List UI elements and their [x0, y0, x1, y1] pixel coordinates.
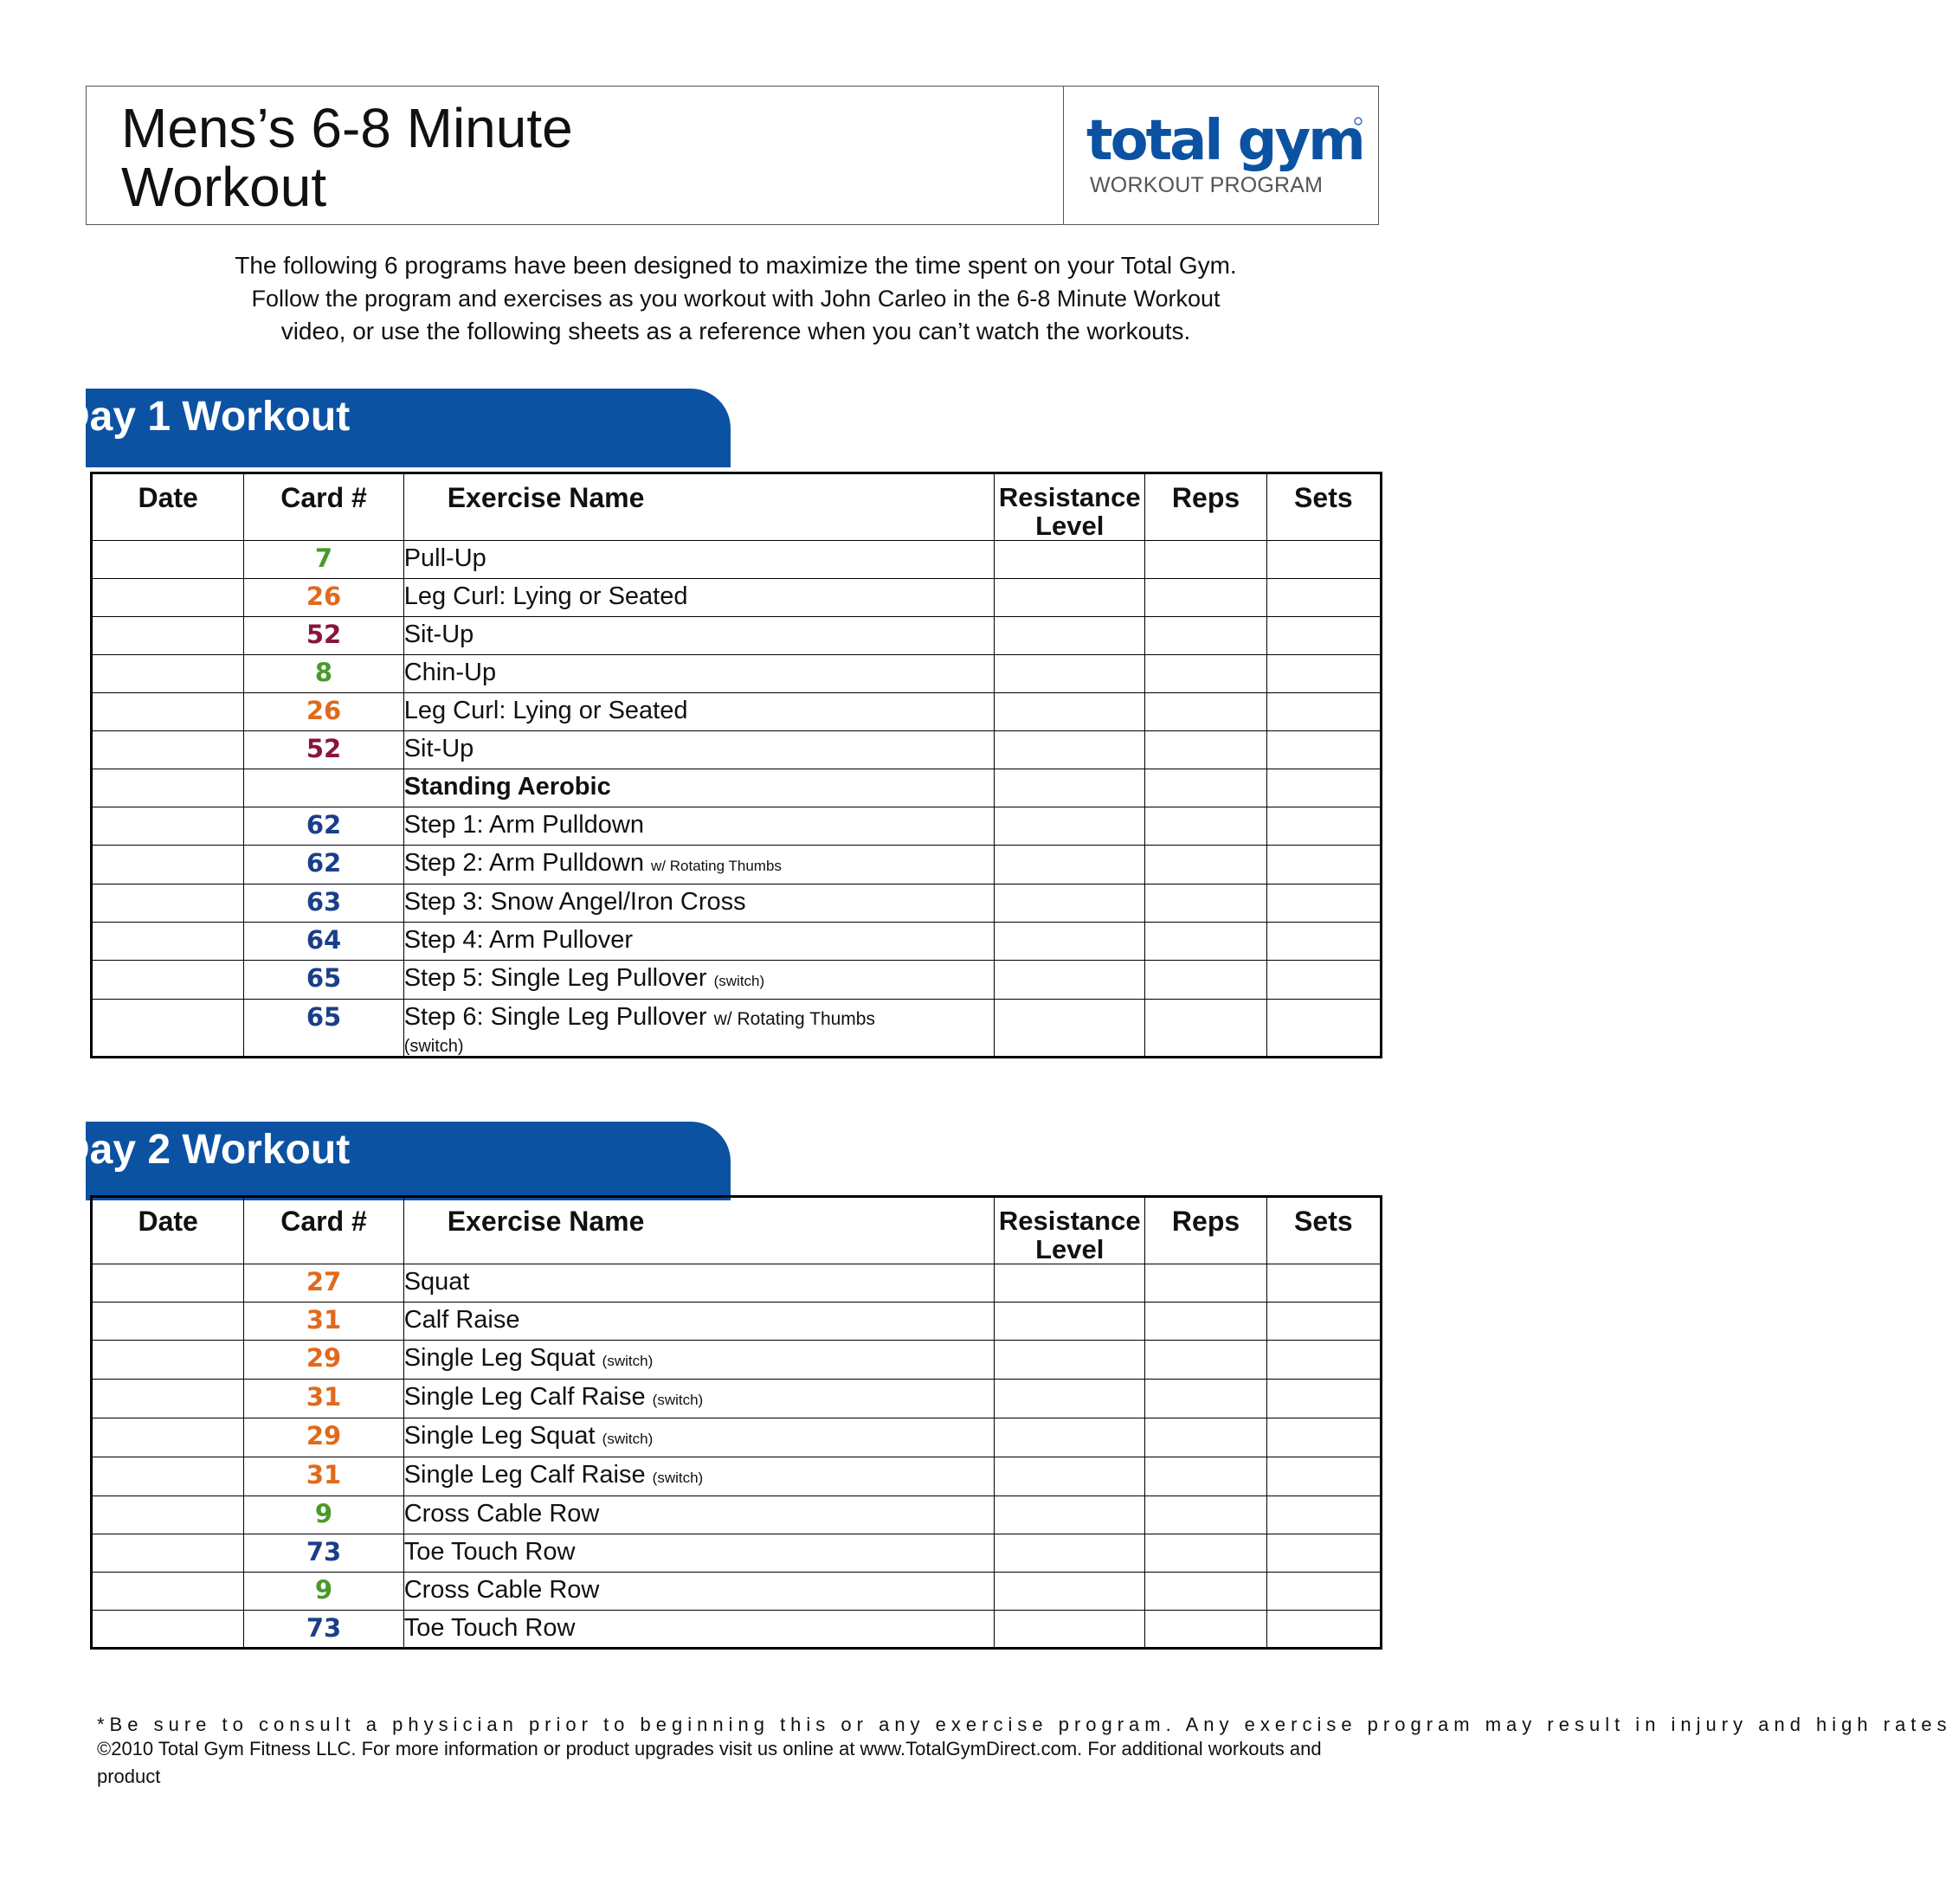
resistance-cell[interactable] — [995, 617, 1145, 655]
table-row — [92, 1264, 1382, 1303]
sets-cell[interactable] — [1266, 1000, 1381, 1058]
date-cell[interactable] — [92, 1496, 244, 1534]
exercise-name-text: Sit-Up — [403, 621, 474, 648]
exercise-name — [403, 846, 994, 884]
date-header: Date — [92, 473, 244, 541]
card-number: 52 — [244, 731, 403, 769]
sets-cell[interactable] — [1266, 1573, 1381, 1611]
exercise-name-text: Standing Aerobic — [403, 773, 611, 801]
sets-cell[interactable] — [1266, 1534, 1381, 1573]
table-row — [92, 884, 1382, 923]
sets-header: Sets — [1266, 473, 1381, 541]
sets-cell[interactable] — [1266, 807, 1381, 846]
table-row — [92, 846, 1382, 884]
sets-cell[interactable] — [1266, 1418, 1381, 1457]
sets-cell[interactable] — [1266, 884, 1381, 923]
date-cell[interactable] — [92, 655, 244, 693]
reps-header: Reps — [1145, 1197, 1266, 1264]
card-number: 29 — [244, 1341, 403, 1380]
header-box — [86, 86, 1379, 225]
table-row — [92, 961, 1382, 1000]
exercise-name — [403, 655, 994, 693]
intro-line: Follow the program and exercises as you workout with John Carleo in the 6-8 Minute Workout — [251, 286, 1221, 312]
exercise-name-text: Toe Touch Row — [403, 1538, 576, 1566]
card-number: 64 — [244, 923, 403, 961]
exercise-name — [403, 1418, 994, 1457]
exercise-name — [403, 1611, 994, 1649]
sets-cell[interactable] — [1266, 655, 1381, 693]
exercise-note: (switch) — [713, 973, 765, 989]
reps-cell[interactable] — [1145, 1264, 1266, 1303]
table-row — [92, 1457, 1382, 1496]
date-cell[interactable] — [92, 846, 244, 884]
date-cell[interactable] — [92, 1000, 244, 1058]
exercise-name-text: Step 4: Arm Pullover — [403, 926, 634, 954]
card-number: 26 — [244, 579, 403, 617]
card-header: Card # — [244, 473, 403, 541]
card-number: 63 — [244, 884, 403, 923]
resistance-cell[interactable] — [995, 655, 1145, 693]
day2-banner — [60, 1122, 731, 1200]
exercise-name-text: Leg Curl: Lying or Seated — [403, 582, 688, 610]
sets-header: Sets — [1266, 1197, 1381, 1264]
reps-cell[interactable] — [1145, 1418, 1266, 1457]
date-cell[interactable] — [92, 617, 244, 655]
sets-cell[interactable] — [1266, 1341, 1381, 1380]
exercise-name-text: Single Leg Calf Raise — [403, 1383, 646, 1411]
sets-cell[interactable] — [1266, 617, 1381, 655]
resistance-cell[interactable] — [995, 1457, 1145, 1496]
exercise-note-wrap: (switch) — [403, 1037, 464, 1056]
card-number: 27 — [244, 1264, 403, 1303]
intro-line: The following 6 programs have been designed to maximize the time spent on your Total Gym. — [235, 252, 1237, 279]
table-row — [92, 541, 1382, 579]
exercise-name-text: Sit-Up — [403, 735, 474, 762]
exercise-name — [403, 769, 994, 807]
resistance-header — [995, 1197, 1145, 1264]
table-row — [92, 1000, 1382, 1058]
table-row — [92, 807, 1382, 846]
resistance-cell[interactable] — [995, 846, 1145, 884]
card-number: 31 — [244, 1457, 403, 1496]
date-cell[interactable] — [92, 1418, 244, 1457]
day1-banner — [60, 389, 731, 467]
reps-cell[interactable] — [1145, 1611, 1266, 1649]
date-cell[interactable] — [92, 1264, 244, 1303]
reps-cell[interactable] — [1145, 1573, 1266, 1611]
table-row — [92, 1534, 1382, 1573]
date-cell[interactable] — [92, 579, 244, 617]
sets-cell[interactable] — [1266, 923, 1381, 961]
exercise-note: (switch) — [602, 1431, 654, 1447]
reps-cell[interactable] — [1145, 1496, 1266, 1534]
reps-cell[interactable] — [1145, 961, 1266, 1000]
resistance-cell[interactable] — [995, 579, 1145, 617]
sets-cell[interactable] — [1266, 731, 1381, 769]
card-number: 8 — [244, 655, 403, 693]
date-cell[interactable] — [92, 1341, 244, 1380]
page-title: Mens’s 6-8 Minute Workout — [121, 97, 573, 218]
exercise-name — [403, 1341, 994, 1380]
card-number: 31 — [244, 1303, 403, 1341]
card-number: 65 — [244, 1000, 403, 1058]
resistance-cell[interactable] — [995, 731, 1145, 769]
reps-cell[interactable] — [1145, 846, 1266, 884]
sets-cell[interactable] — [1266, 1611, 1381, 1649]
card-number: 62 — [244, 807, 403, 846]
date-cell[interactable] — [92, 1611, 244, 1649]
reps-cell[interactable] — [1145, 1341, 1266, 1380]
date-cell[interactable] — [92, 1573, 244, 1611]
resistance-cell[interactable] — [995, 961, 1145, 1000]
exercise-name — [403, 1573, 994, 1611]
sets-cell[interactable] — [1266, 579, 1381, 617]
exercise-name — [403, 1303, 994, 1341]
table-row — [92, 1418, 1382, 1457]
table-row — [92, 769, 1382, 807]
sets-cell[interactable] — [1266, 1457, 1381, 1496]
exercise-name — [403, 923, 994, 961]
day1-rows — [92, 541, 1382, 1058]
exercise-name-text: Step 6: Single Leg Pullover — [403, 1003, 707, 1031]
date-header: Date — [92, 1197, 244, 1264]
exercise-name-text: Calf Raise — [403, 1306, 520, 1334]
footer-copyright: ©2010 Total Gym Fitness LLC. For more information or product upgrades visit us online at www.TotalGymDirect.com. For additional workouts and — [97, 1738, 1322, 1759]
date-cell[interactable] — [92, 731, 244, 769]
date-cell[interactable] — [92, 541, 244, 579]
card-number: 73 — [244, 1611, 403, 1649]
table-row — [92, 1303, 1382, 1341]
exercise-header: Exercise Name — [403, 473, 994, 541]
reps-cell[interactable] — [1145, 1303, 1266, 1341]
exercise-name-text: Single Leg Squat — [403, 1422, 596, 1450]
date-cell[interactable] — [92, 1534, 244, 1573]
exercise-note: w/ Rotating Thumbs — [651, 858, 782, 874]
card-number: 31 — [244, 1380, 403, 1418]
resistance-header — [995, 473, 1145, 541]
sets-cell[interactable] — [1266, 693, 1381, 731]
card-number: 7 — [244, 541, 403, 579]
table-row — [92, 1380, 1382, 1418]
exercise-name — [403, 617, 994, 655]
day2-table — [90, 1195, 1382, 1650]
reps-cell[interactable] — [1145, 1457, 1266, 1496]
sets-cell[interactable] — [1266, 1264, 1381, 1303]
date-cell[interactable] — [92, 769, 244, 807]
resistance-header-line2: Level — [1035, 1234, 1105, 1264]
resistance-cell[interactable] — [995, 884, 1145, 923]
resistance-cell[interactable] — [995, 1380, 1145, 1418]
day2-rows — [92, 1264, 1382, 1649]
resistance-cell[interactable] — [995, 807, 1145, 846]
date-cell[interactable] — [92, 961, 244, 1000]
reps-cell[interactable] — [1145, 884, 1266, 923]
logo-subtitle: WORKOUT PROGRAM — [1090, 173, 1324, 197]
exercise-name — [403, 731, 994, 769]
resistance-header-line1: Resistance — [998, 1206, 1141, 1236]
exercise-name — [403, 807, 994, 846]
exercise-name-text: Pull-Up — [403, 544, 486, 572]
card-number: 65 — [244, 961, 403, 1000]
day1-title: Day 1 Workout — [60, 394, 351, 440]
resistance-cell[interactable] — [995, 1303, 1145, 1341]
intro-text — [130, 249, 1342, 348]
exercise-name — [403, 1534, 994, 1573]
sets-cell[interactable] — [1266, 1303, 1381, 1341]
exercise-name-text: Squat — [403, 1268, 470, 1296]
exercise-name — [403, 1380, 994, 1418]
table-row — [92, 579, 1382, 617]
card-number: 26 — [244, 693, 403, 731]
date-cell[interactable] — [92, 693, 244, 731]
resistance-cell[interactable] — [995, 1611, 1145, 1649]
reps-cell[interactable] — [1145, 617, 1266, 655]
resistance-cell[interactable] — [995, 923, 1145, 961]
table-row — [92, 1611, 1382, 1649]
table-row — [92, 693, 1382, 731]
card-number: 9 — [244, 1496, 403, 1534]
resistance-cell[interactable] — [995, 1264, 1145, 1303]
resistance-cell[interactable] — [995, 1341, 1145, 1380]
exercise-name-text: Single Leg Squat — [403, 1344, 596, 1372]
exercise-name-text: Step 2: Arm Pulldown — [403, 849, 644, 877]
date-cell[interactable] — [92, 884, 244, 923]
exercise-header: Exercise Name — [403, 1197, 994, 1264]
intro-line: video, or use the following sheets as a reference when you can’t watch the workouts. — [280, 318, 1191, 344]
exercise-name — [403, 1000, 994, 1058]
resistance-header-line1: Resistance — [998, 482, 1141, 512]
date-cell[interactable] — [92, 807, 244, 846]
exercise-name-text: Toe Touch Row — [403, 1614, 576, 1642]
total-gym-logo — [1086, 109, 1363, 173]
sets-cell[interactable] — [1266, 769, 1381, 807]
exercise-note: (switch) — [652, 1470, 704, 1486]
sets-cell[interactable] — [1266, 1380, 1381, 1418]
date-cell[interactable] — [92, 1303, 244, 1341]
reps-header: Reps — [1145, 473, 1266, 541]
sets-cell[interactable] — [1266, 541, 1381, 579]
reps-cell[interactable] — [1145, 731, 1266, 769]
reps-cell[interactable] — [1145, 655, 1266, 693]
reps-cell[interactable] — [1145, 769, 1266, 807]
card-number: 52 — [244, 617, 403, 655]
table-header-row — [92, 1197, 1382, 1264]
card-header: Card # — [244, 1197, 403, 1264]
reps-cell[interactable] — [1145, 1534, 1266, 1573]
reps-cell[interactable] — [1145, 579, 1266, 617]
sets-cell[interactable] — [1266, 1496, 1381, 1534]
exercise-note: (switch) — [602, 1353, 654, 1369]
table-row — [92, 923, 1382, 961]
card-number: 62 — [244, 846, 403, 884]
exercise-name-text: Leg Curl: Lying or Seated — [403, 697, 688, 724]
table-row — [92, 1573, 1382, 1611]
footer-cut — [97, 1766, 161, 1787]
resistance-cell[interactable] — [995, 541, 1145, 579]
reps-cell[interactable] — [1145, 1380, 1266, 1418]
resistance-cell[interactable] — [995, 693, 1145, 731]
sets-cell[interactable] — [1266, 846, 1381, 884]
exercise-name-text: Cross Cable Row — [403, 1500, 600, 1528]
reps-cell[interactable] — [1145, 1000, 1266, 1058]
date-cell[interactable] — [92, 923, 244, 961]
card-number: 73 — [244, 1534, 403, 1573]
exercise-name-text: Step 1: Arm Pulldown — [403, 811, 644, 839]
table-row — [92, 1496, 1382, 1534]
exercise-name-text: Cross Cable Row — [403, 1576, 600, 1604]
card-number: 9 — [244, 1573, 403, 1611]
exercise-name-text: Step 3: Snow Angel/Iron Cross — [403, 888, 746, 916]
disclaimer-text: *Be sure to consult a physician prior to beginning this or any exercise program. Any exercise program may result in injury and high rates — [97, 1714, 1952, 1735]
resistance-cell[interactable] — [995, 1534, 1145, 1573]
reps-cell[interactable] — [1145, 923, 1266, 961]
logo-cell — [1063, 87, 1379, 224]
footer-cut-text: product — [97, 1766, 161, 1787]
sets-cell[interactable] — [1266, 961, 1381, 1000]
resistance-cell[interactable] — [995, 1496, 1145, 1534]
exercise-name — [403, 884, 994, 923]
table-row — [92, 1341, 1382, 1380]
card-number: 29 — [244, 1418, 403, 1457]
exercise-name-text: Chin-Up — [403, 659, 497, 686]
exercise-note: (switch) — [652, 1392, 704, 1408]
resistance-header-line2: Level — [1035, 511, 1105, 541]
resistance-cell[interactable] — [995, 1000, 1145, 1058]
exercise-name — [403, 1264, 994, 1303]
exercise-name — [403, 1457, 994, 1496]
exercise-name — [403, 541, 994, 579]
reps-cell[interactable] — [1145, 693, 1266, 731]
disclaimer-cut — [97, 1714, 1952, 1735]
logo-wordmark: total gym — [1086, 109, 1363, 173]
exercise-note: w/ Rotating Thumbs — [713, 1009, 875, 1029]
table-row — [92, 655, 1382, 693]
day1-table — [90, 472, 1382, 1058]
card-number — [244, 769, 403, 807]
day2-title: Day 2 Workout — [60, 1127, 351, 1173]
reps-cell[interactable] — [1145, 541, 1266, 579]
exercise-name-text: Step 5: Single Leg Pullover — [403, 964, 707, 992]
reps-cell[interactable] — [1145, 807, 1266, 846]
table-row — [92, 731, 1382, 769]
table-header-row — [92, 473, 1382, 541]
resistance-cell[interactable] — [995, 1418, 1145, 1457]
exercise-name — [403, 693, 994, 731]
exercise-name-text: Single Leg Calf Raise — [403, 1461, 646, 1489]
date-cell[interactable] — [92, 1380, 244, 1418]
exercise-name — [403, 1496, 994, 1534]
resistance-cell[interactable] — [995, 1573, 1145, 1611]
date-cell[interactable] — [92, 1457, 244, 1496]
exercise-name — [403, 579, 994, 617]
exercise-name — [403, 961, 994, 1000]
table-row — [92, 617, 1382, 655]
resistance-cell[interactable] — [995, 769, 1145, 807]
